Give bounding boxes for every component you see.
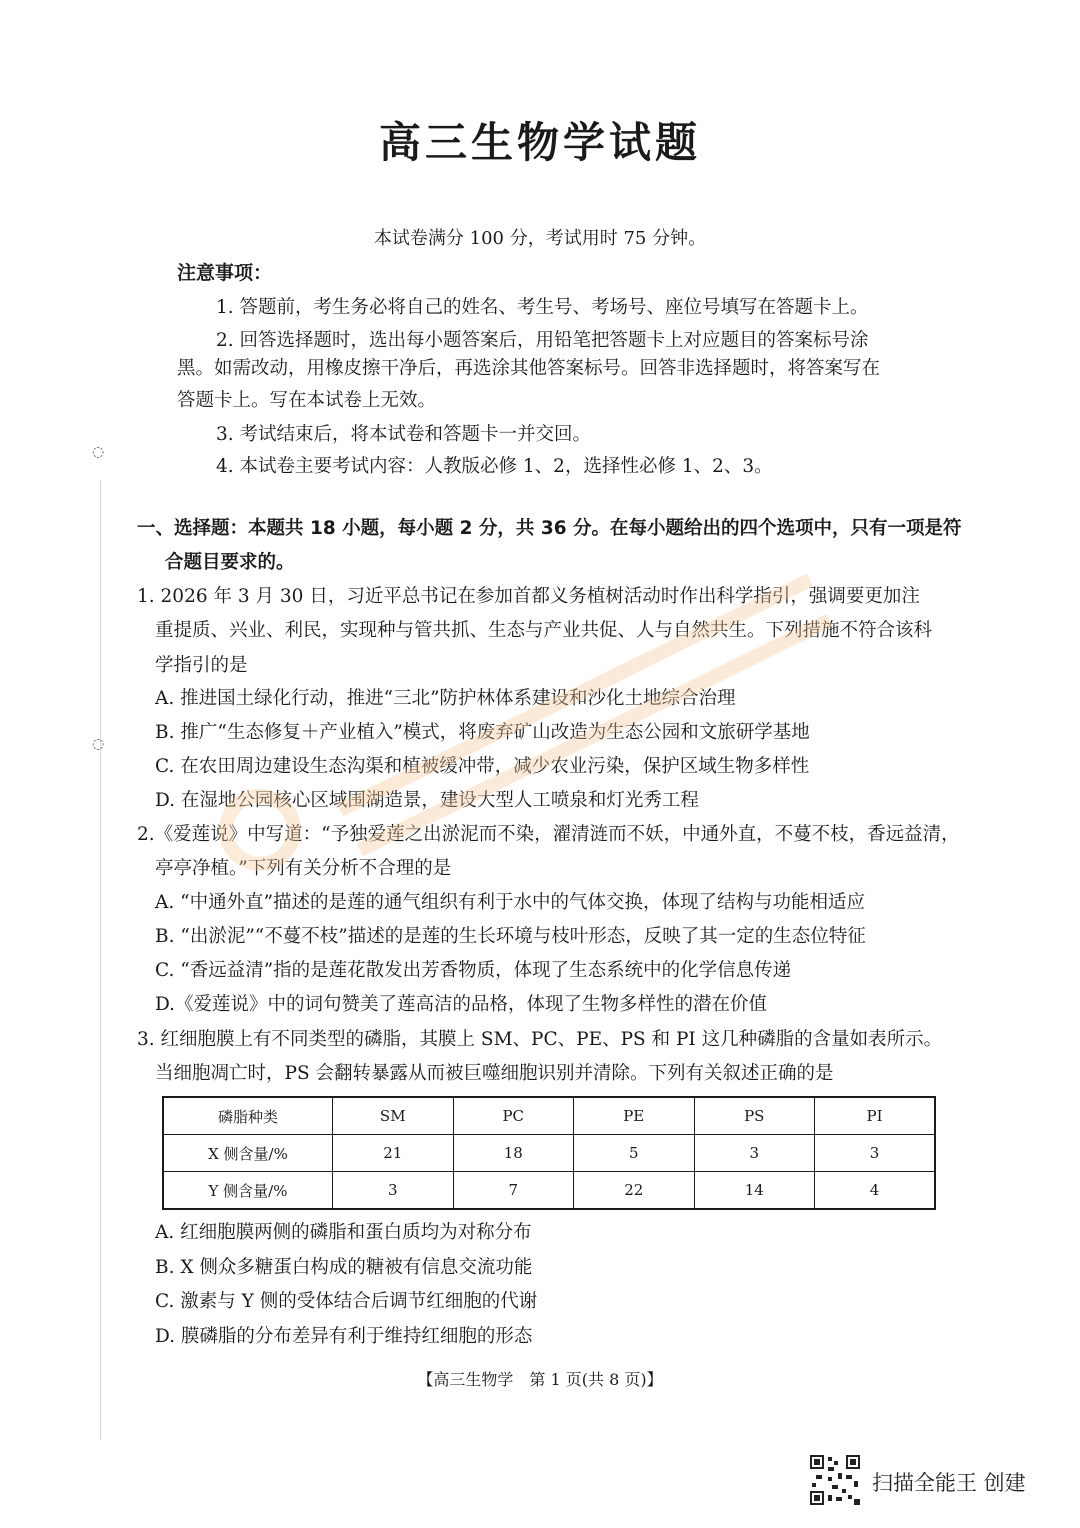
- q1-option-b: B. 推广“生态修复＋产业植入”模式，将废弃矿山改造为生态公园和文旅研学基地: [155, 722, 810, 743]
- table-row: [163, 1172, 935, 1210]
- table-header-cell: SM: [333, 1097, 454, 1135]
- page-footer: 【高三生物学 第 1 页(共 8 页)】: [417, 1370, 663, 1389]
- notice-line: 黑。如需改动，用橡皮擦干净后，再选涂其他答案标号。回答非选择题时，将答案写在: [177, 358, 881, 379]
- phospholipid-table: [162, 1096, 936, 1210]
- table-cell: 14: [694, 1172, 815, 1210]
- table-cell: X 侧含量/%: [163, 1135, 333, 1172]
- q2-option-b: B. “出淤泥”“不蔓不枝”描述的是莲的生长环境与枝叶形态，反映了其一定的生态位特征: [155, 926, 866, 947]
- q1-stem: 学指引的是: [155, 655, 248, 676]
- table-header-cell: PS: [694, 1097, 815, 1135]
- table-cell: 3: [333, 1172, 454, 1210]
- q1-option-a: A. 推进国土绿化行动，推进“三北”防护林体系建设和沙化土地综合治理: [155, 688, 736, 709]
- exam-title: 高三生物学试题: [378, 118, 701, 167]
- table-header-cell: 磷脂种类: [163, 1097, 333, 1135]
- exam-subtitle: 本试卷满分 100 分，考试用时 75 分钟。: [373, 228, 707, 249]
- section-heading: 一、选择题：本题共 18 小题，每小题 2 分，共 36 分。在每小题给出的四个选项中，只有一项是符: [137, 518, 962, 539]
- table-cell: 7: [453, 1172, 574, 1210]
- q2-option-d: D.《爱莲说》中的词句赞美了莲高洁的品格，体现了生物多样性的潜在价值: [155, 994, 768, 1015]
- q3-option-d: D. 膜磷脂的分布差异有利于维持红细胞的形态: [155, 1326, 533, 1347]
- notice-line: 3. 考试结束后，将本试卷和答题卡一并交回。: [216, 424, 592, 445]
- table-header-cell: PC: [453, 1097, 574, 1135]
- table-header-cell: PE: [574, 1097, 695, 1135]
- notice-line: 2. 回答选择题时，选出每小题答案后，用铅笔把答题卡上对应题目的答案标号涂: [216, 330, 869, 351]
- q3-option-b: B. X 侧众多糖蛋白构成的糖被有信息交流功能: [155, 1257, 533, 1278]
- table-cell: 4: [815, 1172, 936, 1210]
- table-header-row: [163, 1097, 935, 1135]
- scanner-badge: [810, 1455, 1060, 1515]
- q3-option-c: C. 激素与 Y 侧的受体结合后调节红细胞的代谢: [155, 1291, 538, 1312]
- section-heading-cont: 合题目要求的。: [165, 552, 295, 573]
- q3-option-a: A. 红细胞膜两侧的磷脂和蛋白质均为对称分布: [155, 1222, 532, 1243]
- table-row: [163, 1135, 935, 1172]
- q1-option-d: D. 在湿地公园核心区域围湖造景，建设大型人工喷泉和灯光秀工程: [155, 790, 699, 811]
- q2-stem: 2.《爱莲说》中写道：“予独爱莲之出淤泥而不染，濯清涟而不妖，中通外直，不蔓不枝，香远益清，: [137, 824, 960, 845]
- binder-hole-mark: ◌: [92, 444, 105, 460]
- q3-stem: 当细胞凋亡时，PS 会翻转暴露从而被巨噬细胞识别并清除。下列有关叙述正确的是: [155, 1063, 834, 1084]
- table-cell: 21: [333, 1135, 454, 1172]
- q2-option-a: A. “中通外直”描述的是莲的通气组织有利于水中的气体交换，体现了结构与功能相适应: [155, 892, 866, 913]
- notice-heading: 注意事项：: [177, 262, 273, 284]
- q2-stem: 亭亭净植。”下列有关分析不合理的是: [155, 858, 452, 879]
- binder-hole-mark: ◌: [92, 736, 105, 752]
- q2-option-c: C. “香远益清”指的是莲花散发出芳香物质，体现了生态系统中的化学信息传递: [155, 960, 792, 981]
- scanner-label: 扫描全能王 创建: [872, 1471, 1026, 1495]
- qr-code-icon: [810, 1455, 860, 1505]
- table-cell: 22: [574, 1172, 695, 1210]
- table-cell: 18: [453, 1135, 574, 1172]
- notice-line: 答题卡上。写在本试卷上无效。: [177, 390, 437, 411]
- q1-stem: 1. 2026 年 3 月 30 日，习近平总书记在参加首都义务植树活动时作出科学指引，强调要更加注: [137, 586, 920, 607]
- table-cell: 5: [574, 1135, 695, 1172]
- scan-edge-line: [100, 480, 101, 1440]
- table-cell: 3: [815, 1135, 936, 1172]
- table-cell: Y 侧含量/%: [163, 1172, 333, 1210]
- q1-stem: 重提质、兴业、利民，实现种与管共抓、生态与产业共促、人与自然共生。下列措施不符合该科: [155, 620, 933, 641]
- q1-option-c: C. 在农田周边建设生态沟渠和植被缓冲带，减少农业污染，保护区域生物多样性: [155, 756, 810, 777]
- notice-line: 1. 答题前，考生务必将自己的姓名、考生号、考场号、座位号填写在答题卡上。: [216, 297, 869, 318]
- q3-stem: 3. 红细胞膜上有不同类型的磷脂，其膜上 SM、PC、PE、PS 和 PI 这几种磷脂的含量如表所示。: [137, 1029, 943, 1050]
- notice-line: 4. 本试卷主要考试内容：人教版必修 1、2，选择性必修 1、2、3。: [216, 456, 773, 477]
- table-cell: 3: [694, 1135, 815, 1172]
- table-header-cell: PI: [815, 1097, 936, 1135]
